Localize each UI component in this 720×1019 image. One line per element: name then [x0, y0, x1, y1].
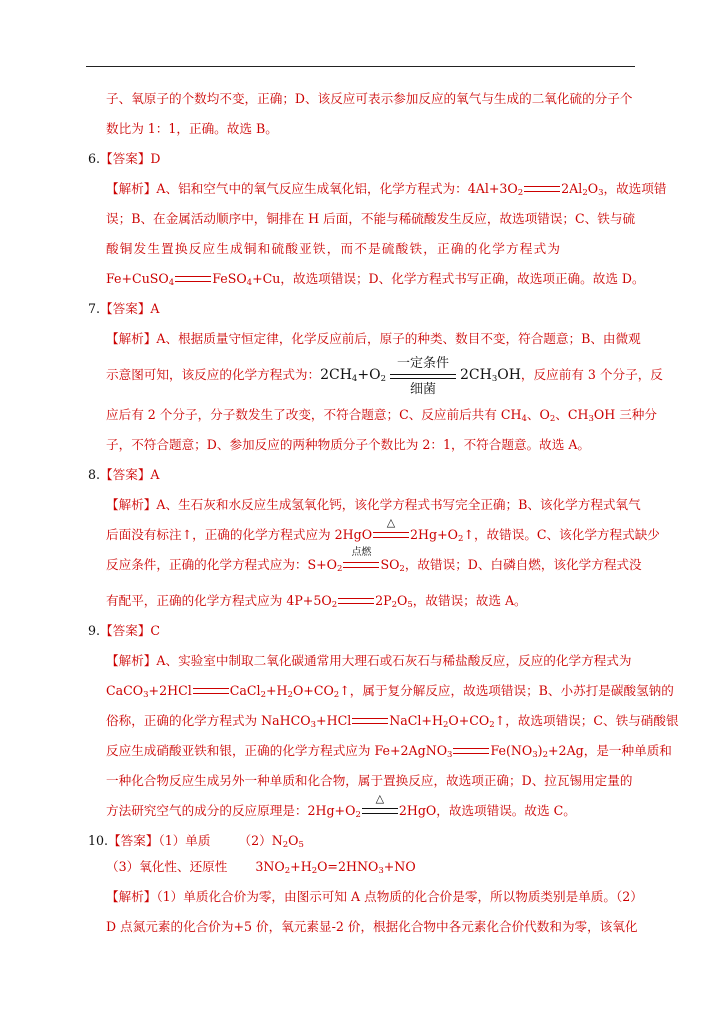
- text-line: Fe+CuSO$_4$ FeSO$_4$+Cu，故选项错误；D、化学方程式书写正确，故选项正确。故选 D。: [106, 271, 645, 288]
- text-line: 一种化合物反应生成另外一种单质和化合物，属于置换反应，故选项正确；D、拉瓦锡用定量的: [106, 773, 633, 788]
- text-line: 酸铜发生置换反应生成铜和硫酸亚铁，而不是硫酸铁，正确的化学方程式为: [106, 241, 562, 256]
- reaction-condition: 一定条件 细菌: [390, 368, 456, 384]
- text-line: 示意图可知，该反应的化学方程式为：$2CH_4+O_2$ 一定条件 细菌 $2CH_3OH$，反应前有 3 个分子，反: [106, 355, 663, 397]
- equals-sign: [453, 748, 489, 754]
- question-9-answer: 9.【答案】C: [88, 623, 161, 638]
- question-10-answer: 10.【答案】（1）单质 $(2)N_2O_5$: [88, 833, 304, 850]
- heat-triangle-icon: △: [375, 792, 385, 805]
- text-line: 反应条件，正确的化学方程式应为：$S+O_2$ 点燃 $SO_2$，故错误；D、白磷自燃，该化学方程式没: [106, 547, 642, 574]
- equals-sign: [343, 562, 379, 568]
- text-line: 【解析】A、根据质量守恒定律，化学反应前后，原子的种类、数目不变，符合题意；B、由微观: [106, 331, 641, 346]
- text-line: 有配平，正确的化学方程式应为 $4P+5O_2$ $2P_2O_5$，故错误；故选 A。: [106, 593, 527, 610]
- equals-sign: [352, 718, 388, 724]
- text-line: 子，不符合题意；D、参加反应的两种物质分子个数比为 2：1，不符合题意。故选 A。: [106, 437, 591, 452]
- heat-triangle-icon: △: [386, 516, 396, 529]
- equals-sign: [193, 688, 229, 694]
- text-line: 【解析】A、生石灰和水反应生成氢氧化钙，该化学方程式书写完全正确；B、该化学方程式氧气: [106, 497, 641, 512]
- question-7-answer: 7.【答案】A: [88, 301, 160, 316]
- question-8-answer: 8.【答案】A: [88, 467, 160, 482]
- text-line: 应后有 2 个分子，分子数发生了改变，不符合题意；C、反应前后共有 $CH_4$、$O_2$、$CH_3OH$ 三种分: [106, 407, 657, 424]
- equals-sign: [524, 186, 560, 192]
- text-line: 误；B、在金属活动顺序中，铜排在 H 后面，不能与稀硫酸发生反应，故选项错误；C、铁与硫: [106, 211, 636, 226]
- text-line: （3）氧化性、还原性 $3NO_2+H_2O=2HNO_3+NO$: [106, 859, 416, 876]
- text-line: 子、氧原子的个数均不变，正确；D、该反应可表示参加反应的氧气与生成的二氧化硫的分子个: [106, 91, 633, 106]
- text-line: CaCO$_3$+2HCl $CaCl_2+H_2O+CO_2↑$，属于复分解反应，故选项错误；B、小苏打是碳酸氢钠的: [106, 683, 674, 700]
- equals-sign: [373, 532, 409, 538]
- text-line: 【解析】A、铝和空气中的氧气反应生成氧化铝，化学方程式为：$4Al+3O_2$ $2Al_2O_3$，故选项错: [106, 181, 667, 198]
- text-line: 后面没有标注↑，正确的化学方程式应为 2HgO △ $2Hg+O_2↑$，故错误。C、该化学方程式缺少: [106, 516, 660, 544]
- equals-sign: [175, 276, 211, 282]
- text-line: 方法研究空气的成分的反应原理是：$2Hg+O_2$ △ 2HgO，故选项错误。故选 C。: [106, 792, 576, 820]
- text-line: D 点氮元素的化合价为+5 价，氧元素显-2 价，根据化合物中各元素化合价代数和为零，该氧化: [106, 919, 638, 934]
- equals-sign: [362, 808, 398, 814]
- text-line: 俗称，正确的化学方程式为 NaHCO$_3$+HCl $NaCl+H_2O+CO_2↑$，故选项错误；C、铁与硝酸银: [106, 713, 679, 730]
- question-6-answer: 6.【答案】D: [88, 151, 161, 166]
- text-line: 【解析】A、实验室中制取二氧化碳通常用大理石或石灰石与稀盐酸反应，反应的化学方程式为: [106, 653, 632, 668]
- text-line: 数比为 1：1，正确。故选 B。: [106, 121, 278, 136]
- text-line: 【解析】（1）单质化合价为零，由图示可知 A 点物质的化合价是零，所以物质类别是单质。（2）: [106, 889, 643, 904]
- equals-sign: [338, 598, 374, 604]
- header-rule: [86, 66, 635, 67]
- text-line: 反应生成硝酸亚铁和银，正确的化学方程式应为 Fe+2AgNO$_3$ $Fe(NO_3)_2+2Ag$，是一种单质和: [106, 743, 672, 760]
